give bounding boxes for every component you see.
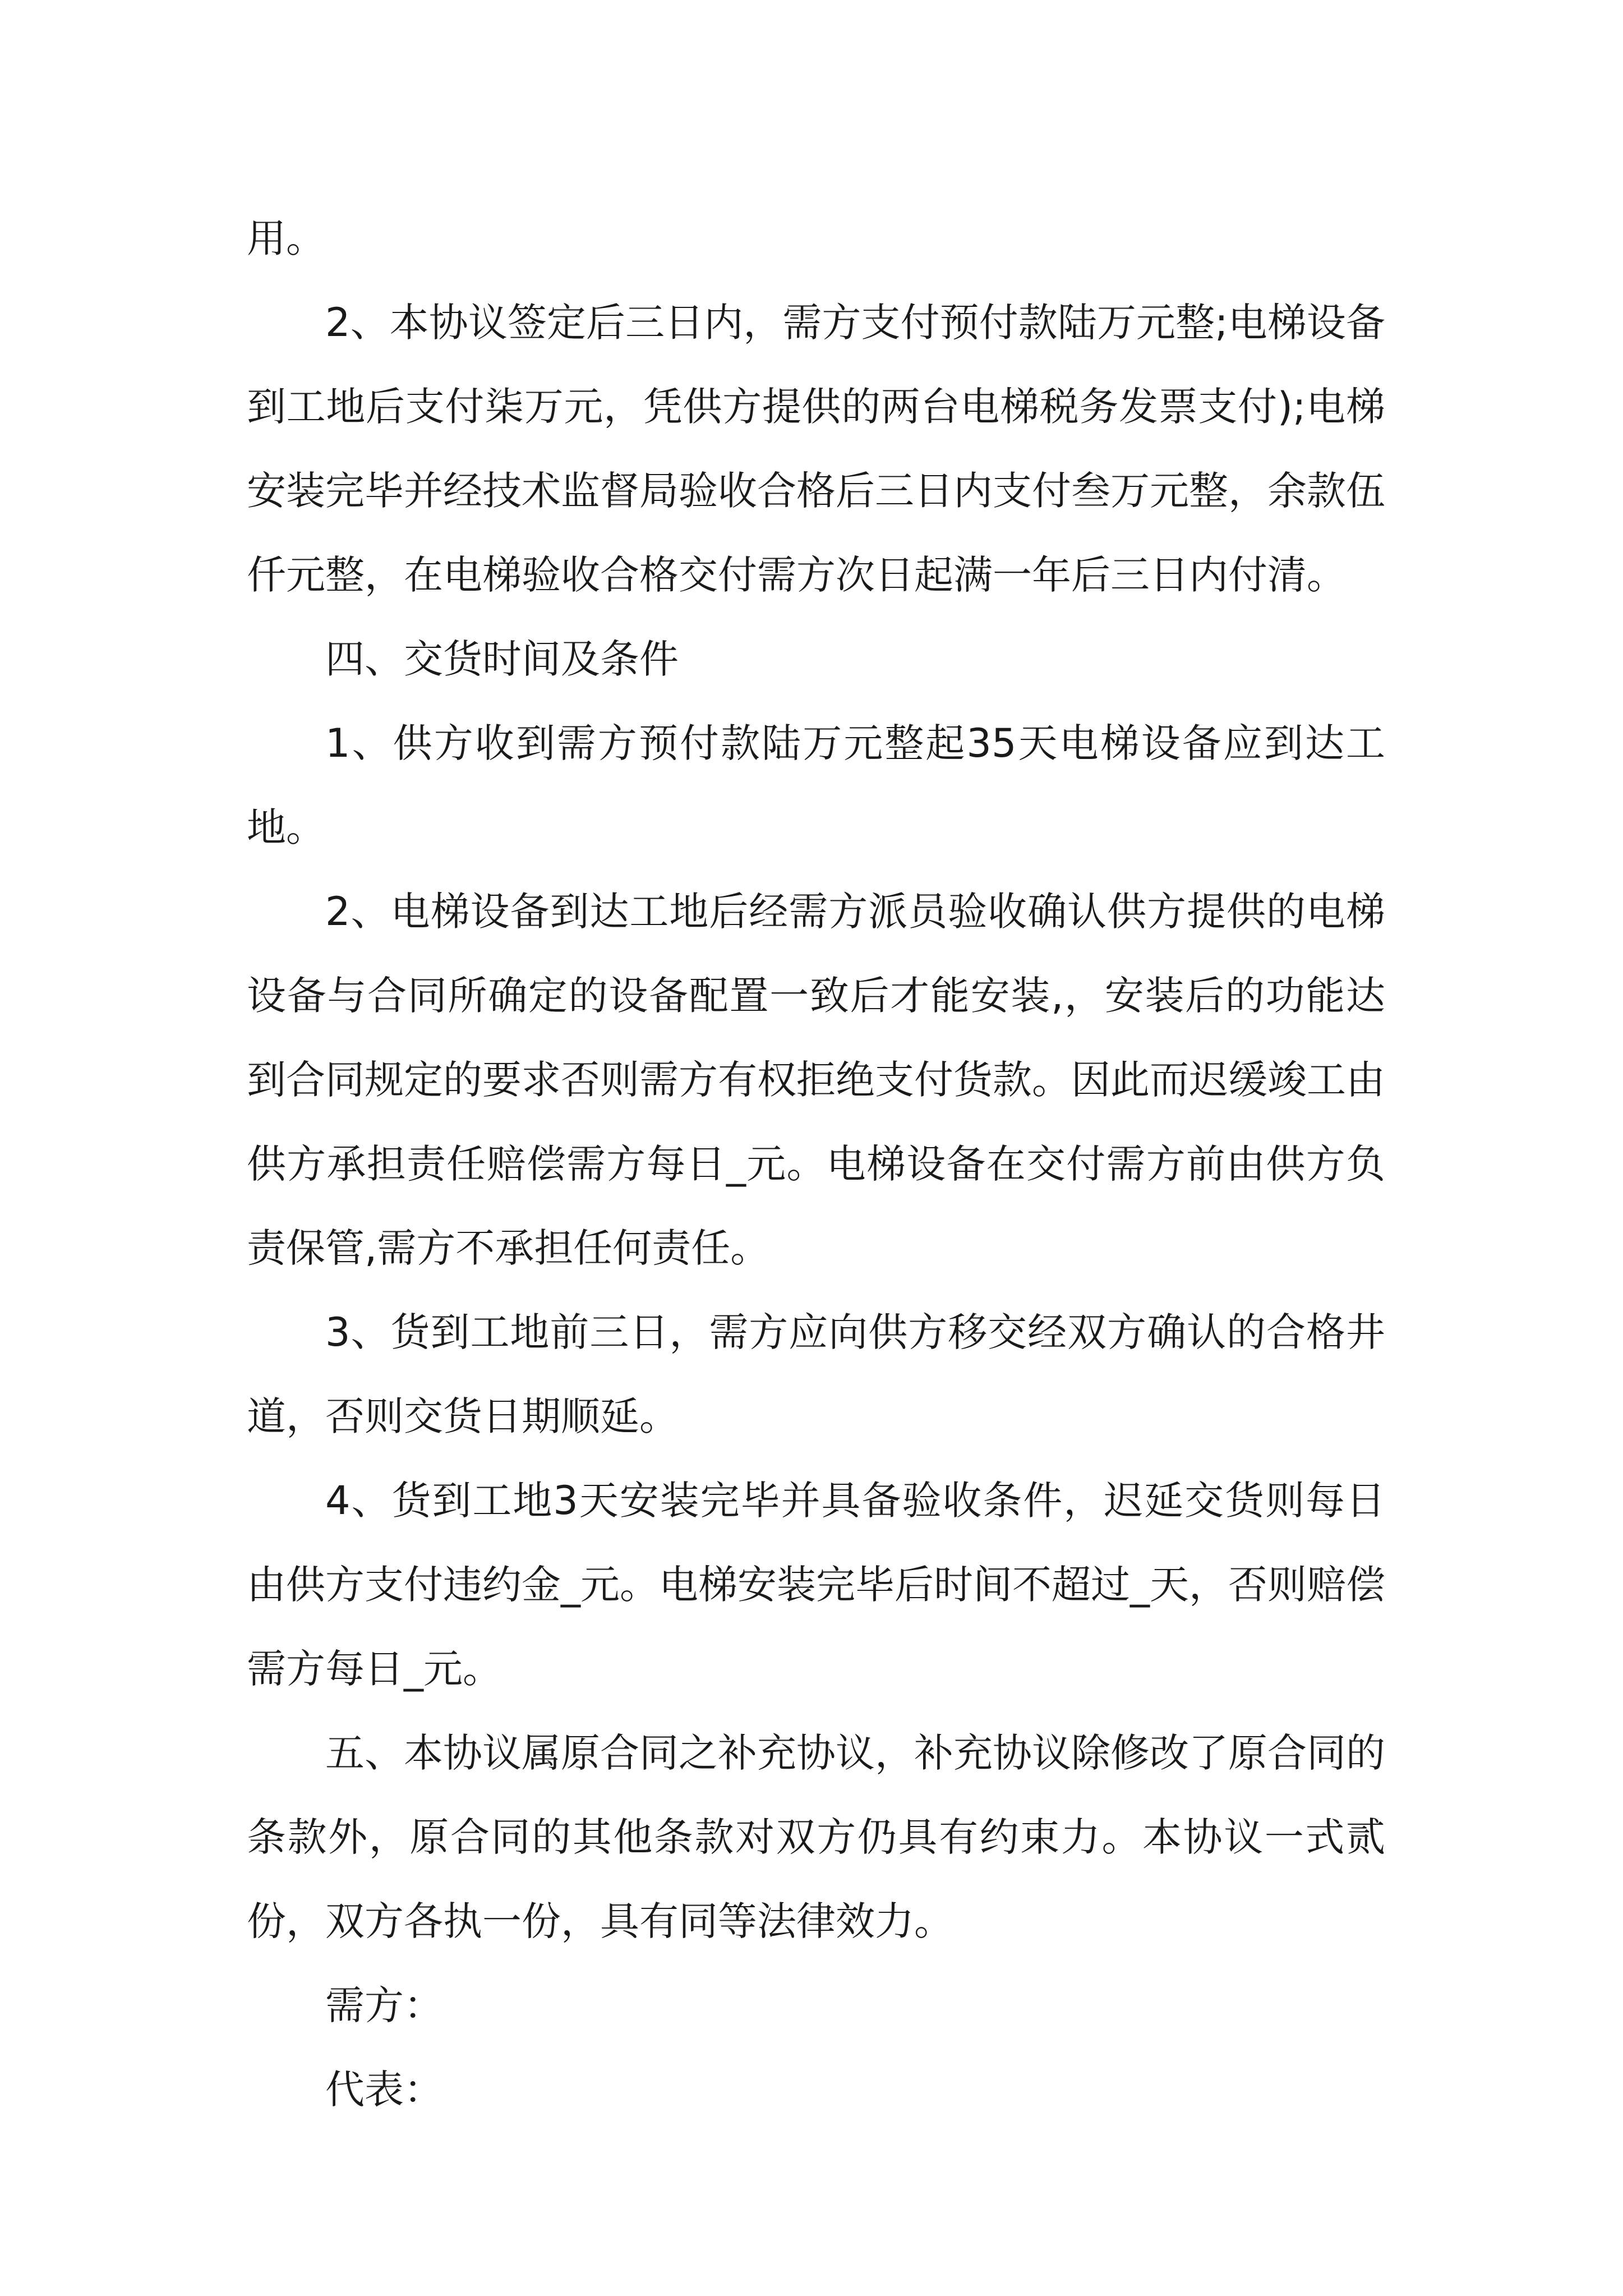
document-body [247, 196, 1385, 2132]
delivery-clause-1: 1、供方收到需方预付款陆万元整起35天电梯设备应到达工地。 [247, 720, 1385, 850]
payment-clause-2: 2、本协议签定后三日内，需方支付预付款陆万元整;电梯设备到工地后支付柒万元，凭供方提供的两台电梯税务发票支付);电梯安装完毕并经技术监督局验收合格后三日内支付叁万元整，余款伍仟元整，在电梯验收合格交付需方次日起满一年后三日内付清。 [247, 300, 1385, 598]
signature-representative-label: 代表： [325, 2067, 443, 2113]
delivery-clause-3: 3、货到工地前三日，需方应向供方移交经双方确认的合格井道，否则交货日期顺延。 [247, 1309, 1385, 1439]
continuation-line: 用。 [247, 215, 325, 261]
delivery-clause-2: 2、电梯设备到达工地后经需方派员验收确认供方提供的电梯设备与合同所确定的设备配置一致后才能安装,，安装后的功能达到合同规定的要求否则需方有权拒绝支付货款。因此而迟缓竣工由供方承担责任赔偿需方每日_元。电梯设备在交付需方前由供方负责保管,需方不承担任何责任。 [247, 889, 1385, 1271]
section-five-supplement: 五、本协议属原合同之补充协议，补充协议除修改了原合同的条款外，原合同的其他条款对双方仍具有约束力。本协议一式贰份，双方各执一份，具有同等法律效力。 [247, 1730, 1385, 1944]
signature-buyer-label: 需方： [325, 1982, 443, 2028]
delivery-clause-4: 4、货到工地3天安装完毕并具备验收条件，迟延交货则每日由供方支付违约金_元。电梯安装完毕后时间不超过_天，否则赔偿需方每日_元。 [247, 1478, 1385, 1692]
section-heading-delivery: 四、交货时间及条件 [325, 636, 679, 682]
